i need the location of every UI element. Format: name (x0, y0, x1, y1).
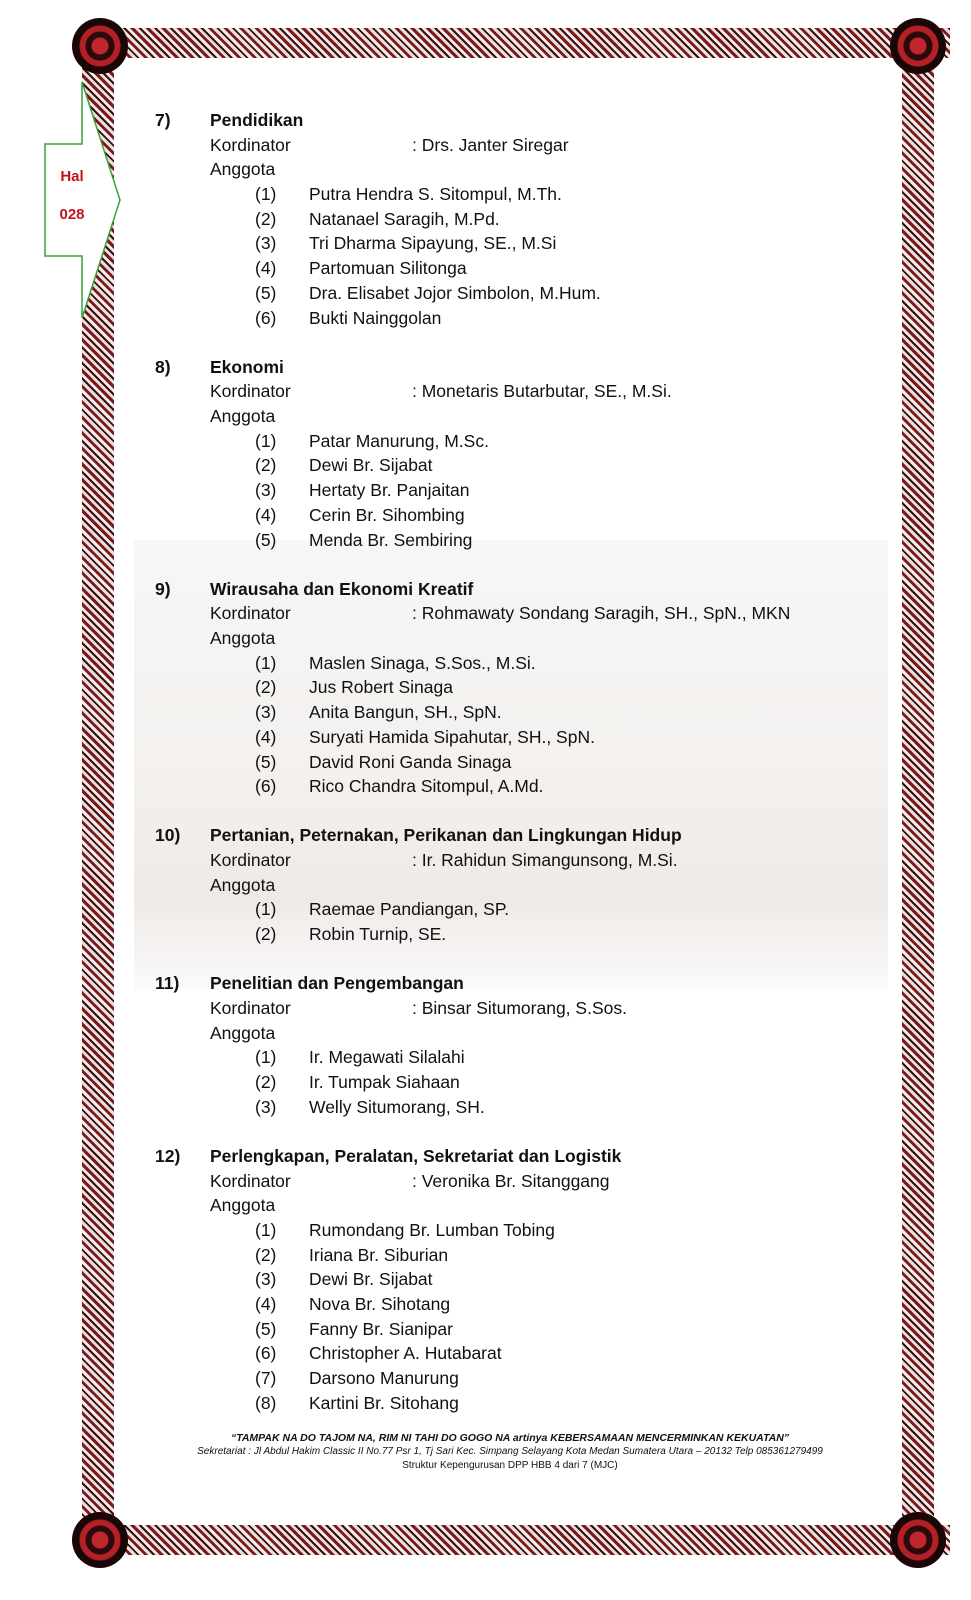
members-label: Anggota (210, 406, 276, 427)
member-item (155, 1045, 875, 1070)
organization-structure-list (155, 108, 875, 1440)
footer (130, 1432, 890, 1471)
members-heading (155, 1021, 875, 1046)
member-number: (6) (255, 1343, 277, 1364)
member-name: Ir. Megawati Silalahi (309, 1047, 465, 1068)
members-heading (155, 626, 875, 651)
member-name: Suryati Hamida Sipahutar, SH., SpN. (309, 726, 595, 747)
coordinator-name: : Binsar Situmorang, S.Sos. (412, 998, 627, 1018)
section (155, 108, 875, 330)
member-name: Hertaty Br. Panjaitan (309, 480, 470, 501)
member-item (155, 1341, 875, 1366)
member-item (155, 651, 875, 676)
member-name: Natanael Saragih, M.Pd. (309, 208, 500, 229)
members-heading (155, 157, 875, 182)
member-number: (4) (255, 726, 277, 747)
members-heading (155, 1193, 875, 1218)
member-name: Dewi Br. Sijabat (309, 455, 433, 476)
member-name: Rumondang Br. Lumban Tobing (309, 1220, 555, 1240)
member-item (155, 182, 875, 207)
member-name: Christopher A. Hutabarat (309, 1343, 502, 1364)
page-tab-number: 028 (59, 206, 85, 223)
member-number: (3) (255, 702, 277, 723)
member-number: (2) (255, 1244, 277, 1265)
member-item (155, 700, 875, 725)
coordinator-name: : Veronika Br. Sitanggang (412, 1170, 610, 1191)
member-name: Kartini Br. Sitohang (309, 1392, 459, 1413)
coordinator-row (155, 1169, 875, 1194)
member-item (155, 1267, 875, 1292)
corner-ornament-icon (890, 18, 946, 74)
member-name: Menda Br. Sembiring (309, 529, 473, 550)
member-number: (2) (255, 677, 277, 698)
member-item (155, 750, 875, 775)
member-name: Cerin Br. Sihombing (309, 504, 465, 525)
coordinator-label: Kordinator (210, 603, 291, 624)
section-number: 9) (155, 578, 171, 599)
member-number: (2) (255, 924, 277, 945)
corner-ornament-icon (72, 1512, 128, 1568)
page-tab-label: Hal (60, 168, 84, 185)
member-item (155, 675, 875, 700)
member-number: (1) (255, 899, 277, 920)
member-number: (4) (255, 258, 277, 279)
member-item (155, 922, 875, 947)
coordinator-name: : Ir. Rahidun Simangunsong, M.Si. (412, 850, 678, 871)
footer-address: Sekretariat : Jl Abdul Hakim Classic II No.77 Psr 1, Tj Sari Kec. Simpang Selayang Kota Medan Sumatera Utara – 20132 Telp 085361279499 (197, 1446, 823, 1457)
member-item (155, 503, 875, 528)
member-item (155, 725, 875, 750)
member-name: Partomuan Silitonga (309, 258, 467, 279)
member-name: Darsono Manurung (309, 1368, 459, 1389)
member-number: (2) (255, 455, 277, 476)
member-item (155, 256, 875, 281)
section-title: Pendidikan (210, 110, 304, 130)
coordinator-row (155, 601, 875, 626)
member-name: Tri Dharma Sipayung, SE., M.Si (309, 233, 557, 254)
corner-ornament-icon (72, 18, 128, 74)
coordinator-row (155, 133, 875, 158)
member-number: (1) (255, 1047, 277, 1068)
member-name: David Roni Ganda Sinaga (309, 751, 512, 772)
section-number: 8) (155, 356, 171, 377)
coordinator-label: Kordinator (210, 1170, 291, 1191)
member-item (155, 1366, 875, 1391)
members-label: Anggota (210, 1195, 276, 1216)
member-name: Maslen Sinaga, S.Sos., M.Si. (309, 652, 536, 673)
coordinator-label: Kordinator (210, 134, 291, 155)
member-name: Rico Chandra Sitompul, A.Md. (309, 776, 544, 797)
member-number: (5) (255, 751, 277, 772)
section (155, 823, 875, 946)
member-item (155, 453, 875, 478)
section-title: Pertanian, Peternakan, Perikanan dan Lingkungan Hidup (210, 825, 682, 846)
member-name: Nova Br. Sihotang (309, 1294, 451, 1315)
coordinator-label: Kordinator (210, 998, 291, 1018)
ornamental-border-bottom (82, 1525, 950, 1555)
member-number: (7) (255, 1368, 277, 1389)
members-label: Anggota (210, 159, 276, 180)
member-name: Bukti Nainggolan (309, 307, 442, 328)
member-number: (8) (255, 1392, 277, 1413)
section (155, 1144, 875, 1416)
member-number: (2) (255, 208, 277, 229)
section (155, 971, 875, 1119)
member-name: Iriana Br. Siburian (309, 1244, 449, 1265)
member-number: (1) (255, 430, 277, 451)
member-name: Anita Bangun, SH., SpN. (309, 702, 502, 723)
member-name: Raemae Pandiangan, SP. (309, 899, 510, 920)
member-item (155, 1391, 875, 1416)
member-name: Dewi Br. Sijabat (309, 1269, 433, 1290)
member-name: Putra Hendra S. Sitompul, M.Th. (309, 184, 562, 205)
coordinator-name: : Rohmawaty Sondang Saragih, SH., SpN., MKN (412, 603, 791, 624)
member-item (155, 1317, 875, 1342)
coordinator-label: Kordinator (210, 381, 291, 402)
member-item (155, 1070, 875, 1095)
member-item (155, 897, 875, 922)
section-title: Ekonomi (210, 356, 284, 377)
section-heading (155, 355, 875, 380)
members-label: Anggota (210, 874, 276, 895)
member-number: (2) (255, 1072, 277, 1093)
section-title: Perlengkapan, Peralatan, Sekretariat dan Logistik (210, 1145, 622, 1166)
member-number: (4) (255, 504, 277, 525)
footer-motto: “TAMPAK NA DO TAJOM NA, RIM NI TAHI DO GOGO NA artinya KEBERSAMAAN MENCERMINKAN KEKUATAN” (230, 1432, 790, 1444)
section (155, 577, 875, 799)
coordinator-name: : Monetaris Butarbutar, SE., M.Si. (412, 381, 672, 402)
section-heading (155, 971, 875, 996)
section-heading (155, 108, 875, 133)
member-name: Robin Turnip, SE. (309, 924, 447, 945)
member-item (155, 478, 875, 503)
section (155, 355, 875, 553)
member-item (155, 231, 875, 256)
coordinator-row (155, 848, 875, 873)
member-name: Dra. Elisabet Jojor Simbolon, M.Hum. (309, 282, 601, 303)
member-name: Fanny Br. Sianipar (309, 1318, 453, 1339)
section-number: 10) (155, 825, 181, 846)
section-heading (155, 1144, 875, 1169)
member-name: Welly Situmorang, SH. (309, 1096, 485, 1117)
section-number: 7) (155, 110, 171, 130)
member-item (155, 1218, 875, 1243)
member-item (155, 528, 875, 553)
member-name: Jus Robert Sinaga (309, 677, 453, 698)
section-title: Wirausaha dan Ekonomi Kreatif (210, 578, 474, 599)
members-label: Anggota (210, 1022, 276, 1043)
corner-ornament-icon (890, 1512, 946, 1568)
member-number: (5) (255, 282, 277, 303)
member-number: (4) (255, 1294, 277, 1315)
member-item (155, 207, 875, 232)
coordinator-row (155, 379, 875, 404)
member-number: (6) (255, 307, 277, 328)
member-number: (5) (255, 1318, 277, 1339)
member-item (155, 1095, 875, 1120)
ornamental-border-right (902, 28, 934, 1555)
member-item (155, 1292, 875, 1317)
member-number: (3) (255, 480, 277, 501)
members-heading (155, 404, 875, 429)
members-heading (155, 873, 875, 898)
section-number: 12) (155, 1145, 181, 1166)
member-item (155, 429, 875, 454)
coordinator-label: Kordinator (210, 850, 291, 871)
member-item (155, 1243, 875, 1268)
member-name: Ir. Tumpak Siahaan (309, 1072, 460, 1093)
footer-page-info: Struktur Kepengurusan DPP HBB 4 dari 7 (MJC) (402, 1460, 618, 1471)
member-number: (5) (255, 529, 277, 550)
section-number: 11) (155, 973, 180, 994)
page-tab-arrow-icon (44, 80, 122, 320)
member-name: Patar Manurung, M.Sc. (309, 430, 489, 451)
member-number: (1) (255, 184, 277, 205)
member-number: (3) (255, 233, 277, 254)
coordinator-row (155, 996, 875, 1021)
member-number: (3) (255, 1096, 277, 1117)
member-item (155, 281, 875, 306)
member-item (155, 306, 875, 331)
section-title: Penelitian dan Pengembangan (210, 973, 464, 994)
coordinator-name: : Drs. Janter Siregar (412, 134, 569, 155)
member-number: (1) (255, 1220, 277, 1240)
member-number: (1) (255, 652, 277, 673)
section-heading (155, 577, 875, 602)
section-heading (155, 823, 875, 848)
members-label: Anggota (210, 628, 276, 649)
ornamental-border-top (82, 28, 950, 58)
member-number: (6) (255, 776, 277, 797)
member-item (155, 774, 875, 799)
member-number: (3) (255, 1269, 277, 1290)
